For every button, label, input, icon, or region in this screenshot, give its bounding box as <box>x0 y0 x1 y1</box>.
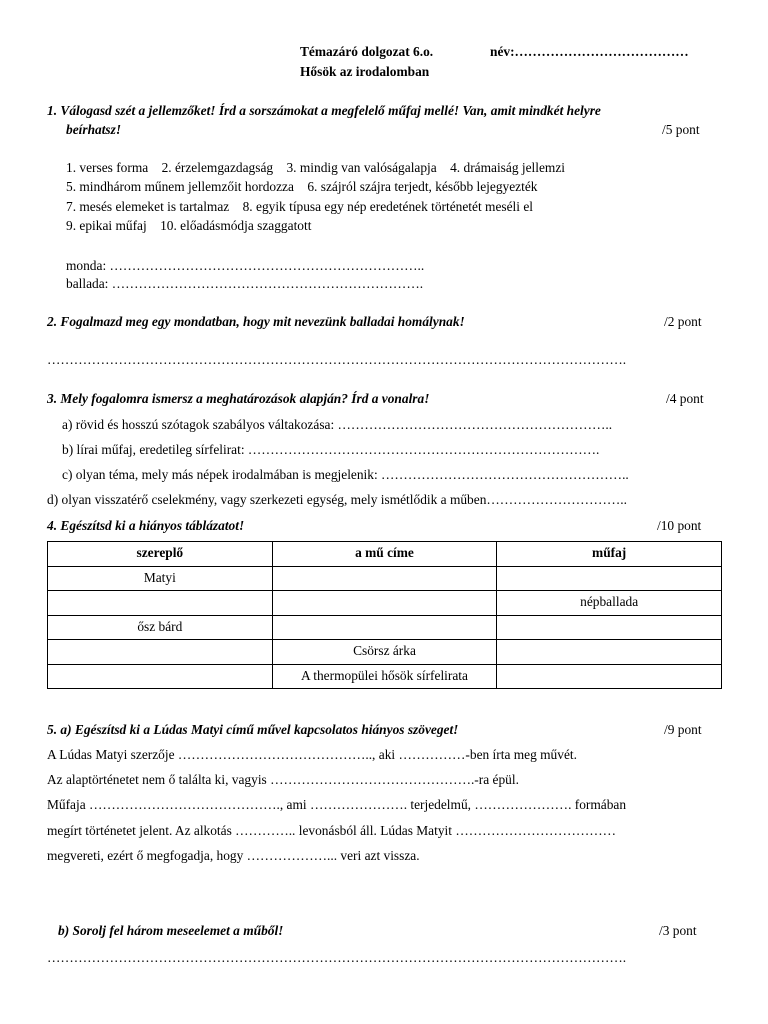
table-cell[interactable] <box>48 591 273 616</box>
q1-item-line: 1. verses forma 2. érzelemgazdagság 3. mindig van valóságalapja 4. drámaiság jellemzi <box>66 160 565 175</box>
q1-item-line: 7. mesés elemeket is tartalmaz 8. egyik típusa egy nép eredetének történetét meséli el <box>66 199 534 214</box>
header-genre: műfaj <box>497 542 722 567</box>
q1-item-line: 5. mindhárom műnem jellemzőit hordozza 6. szájról szájra terjedt, később lejegyezték <box>66 179 538 194</box>
q5b-answer-line[interactable]: …………………………………………………………………………………………………………………. <box>47 950 627 965</box>
q1-prompt-line1: 1. Válogasd szét a jellemzőket! Írd a sorszámokat a megfelelő műfaj mellé! Van, amit mindkét helyre <box>47 103 601 118</box>
table-cell[interactable]: Csörsz árka <box>272 640 497 665</box>
test-title: Témazáró dolgozat 6.o. <box>300 44 434 59</box>
q3-d-answer[interactable]: d) olyan visszatérő cselekmény, vagy szerkezeti egység, mely ismétlődik a műben………………………….. <box>47 492 627 507</box>
q1-ballada-answer[interactable]: ballada: ……………………………………………………………. <box>66 276 424 291</box>
q3-b-answer[interactable]: b) lírai műfaj, eredetileg sírfelirat: ……………………………………………………………………. <box>62 442 600 457</box>
q2-points: /2 pont <box>664 314 702 329</box>
table-cell[interactable] <box>497 615 722 640</box>
table-cell[interactable] <box>48 640 273 665</box>
table-row <box>48 591 722 616</box>
q1-prompt-line2: beírhatsz! <box>66 122 122 137</box>
q5a-text-line[interactable]: megírt történetet jelent. Az alkotás ………….. levonásból áll. Lúdas Matyit ……………………………… <box>47 823 617 838</box>
table-cell[interactable]: ősz bárd <box>48 615 273 640</box>
q5b-points: /3 pont <box>659 923 697 938</box>
name-field[interactable]: név:………………………………… <box>490 44 689 59</box>
table-cell[interactable] <box>272 566 497 591</box>
table-row <box>48 664 722 689</box>
q1-monda-answer[interactable]: monda: …………………………………………………………….. <box>66 258 425 273</box>
q2-answer-line[interactable]: …………………………………………………………………………………………………………………. <box>47 352 627 367</box>
q5a-text-line[interactable]: megvereti, ezért ő megfogadja, hogy ………………... veri azt vissza. <box>47 848 420 863</box>
table-row <box>48 615 722 640</box>
q5a-prompt: 5. a) Egészítsd ki a Lúdas Matyi című művel kapcsolatos hiányos szöveget! <box>47 722 459 737</box>
table-cell[interactable]: népballada <box>497 591 722 616</box>
q4-prompt: 4. Egészítsd ki a hiányos táblázatot! <box>47 518 245 533</box>
q5a-points: /9 pont <box>664 722 702 737</box>
q5a-text-line[interactable]: Műfaja ……………………………………., ami …………………. terjedelmű, …………………. formában <box>47 797 627 812</box>
table-cell[interactable] <box>272 615 497 640</box>
q1-points: /5 pont <box>662 122 700 137</box>
test-subtitle: Hősök az irodalomban <box>300 64 430 79</box>
table-row <box>48 640 722 665</box>
q5a-text-line[interactable]: Az alaptörténetet nem ő találta ki, vagyis ……………………………………….-ra épül. <box>47 772 519 787</box>
table-cell[interactable] <box>497 664 722 689</box>
q4-points: /10 pont <box>657 518 702 533</box>
q3-prompt: 3. Mely fogalomra ismersz a meghatározások alapján? Írd a vonalra! <box>47 391 430 406</box>
header-title: a mű címe <box>272 542 497 567</box>
q1-item-line: 9. epikai műfaj 10. előadásmódja szaggatott <box>66 218 312 233</box>
q5b-prompt: b) Sorolj fel három meseelemet a műből! <box>58 923 284 938</box>
table-cell[interactable] <box>497 640 722 665</box>
q3-c-answer[interactable]: c) olyan téma, mely más népek irodalmában is megjelenik: ……………………………………………….. <box>62 467 629 482</box>
table-cell[interactable] <box>48 664 273 689</box>
table-cell[interactable] <box>497 566 722 591</box>
q5a-text-line[interactable]: A Lúdas Matyi szerzője …………………………………….., aki ……………-ben írta meg művét. <box>47 747 577 762</box>
header-character: szereplő <box>48 542 273 567</box>
character-table <box>47 541 722 689</box>
table-cell[interactable] <box>272 591 497 616</box>
table-header-row <box>48 542 722 567</box>
table-row <box>48 566 722 591</box>
q3-points: /4 pont <box>666 391 704 406</box>
table-cell[interactable]: Matyi <box>48 566 273 591</box>
q2-prompt: 2. Fogalmazd meg egy mondatban, hogy mit nevezünk balladai homálynak! <box>47 314 465 329</box>
q3-a-answer[interactable]: a) rövid és hosszú szótagok szabályos váltakozása: …………………………………………………….. <box>62 417 613 432</box>
table-cell[interactable]: A thermopülei hősök sírfelirata <box>272 664 497 689</box>
